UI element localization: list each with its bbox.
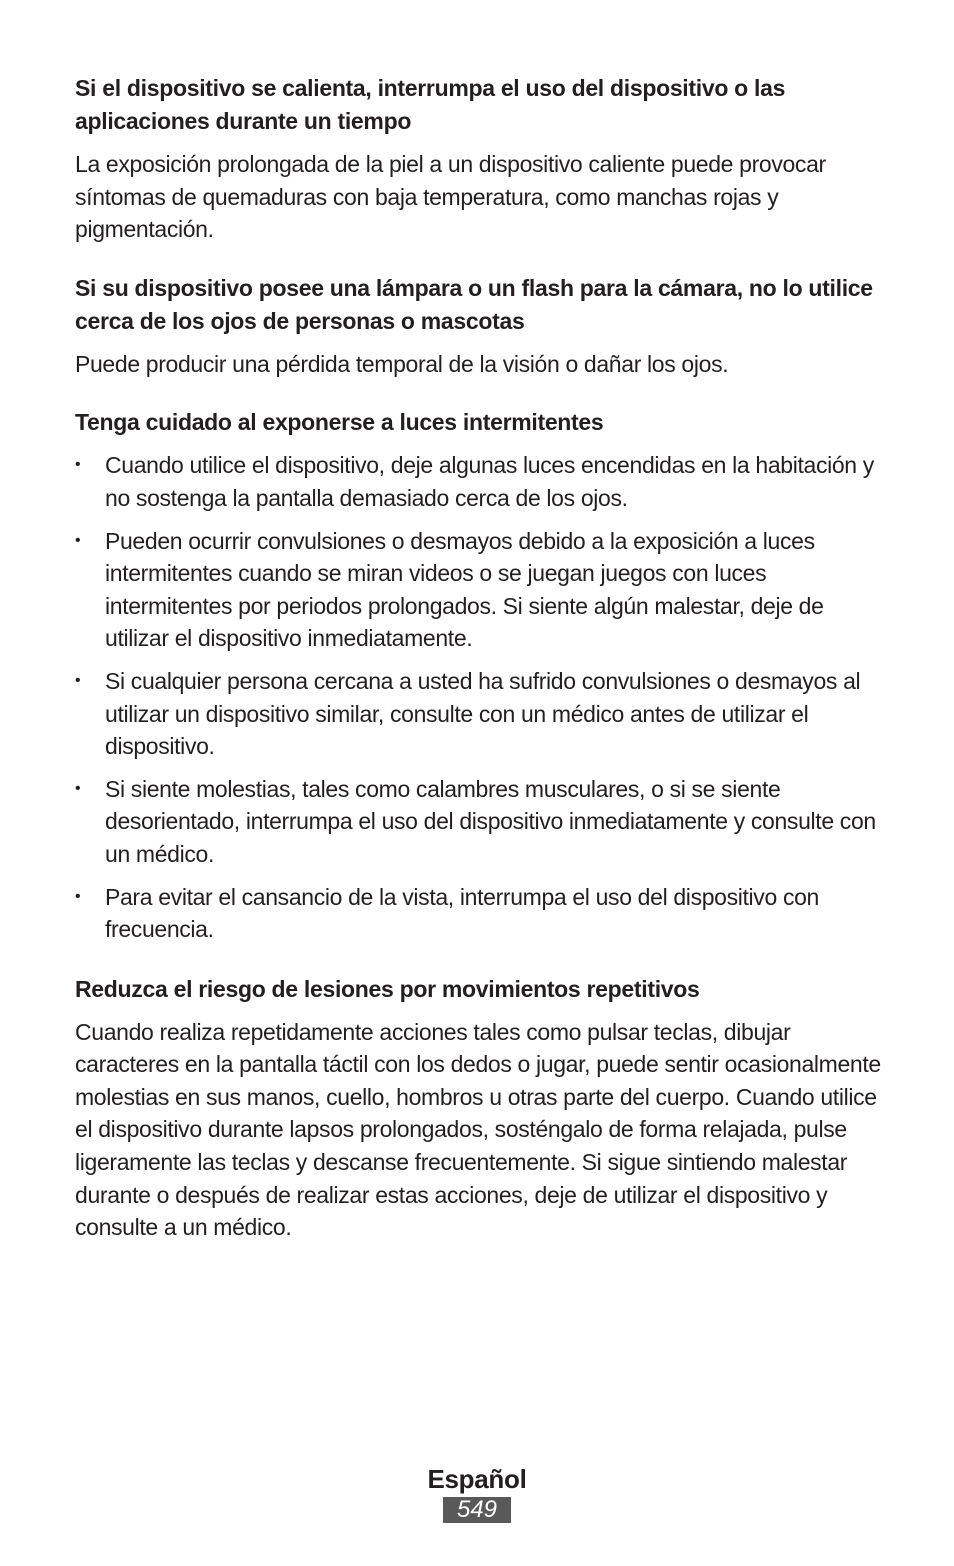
- section-flash-warning: [75, 272, 885, 381]
- section-repetitive-motion: [75, 973, 885, 1244]
- bullet-mark: •: [75, 671, 81, 689]
- page-number-badge: 549: [443, 1497, 511, 1523]
- bullet-mark: •: [75, 456, 81, 474]
- footer-language: Español: [427, 1464, 527, 1494]
- list-item: [75, 881, 885, 946]
- section-paragraph: Cuando realiza repetidamente acciones tales como pulsar teclas, dibujar caracteres en la pantalla táctil con los dedos o jugar, puede sentir ocasionalmente molestias en sus manos, cuello, hombros u otras parte del cuerpo. Cuando utilice el dispositivo durante lapsos prolongados, sosténgalo de forma relajada, pulse ligeramente las teclas y descanse frecuentemente. Si sigue sintiendo malestar durante o después de realizar estas acciones, deje de utilizar el dispositivo y consulte a un médico.: [75, 1018, 881, 1241]
- bullet-mark: •: [75, 531, 81, 549]
- bullet-mark: •: [75, 887, 81, 905]
- bullet-list: [75, 449, 885, 945]
- section-heading: Reduzca el riesgo de lesiones por movimientos repetitivos: [75, 975, 700, 1002]
- section-heading: Si su dispositivo posee una lámpara o un flash para la cámara, no lo utilice cerca de los ojos de personas o mascotas: [75, 274, 873, 334]
- section-heading: Si el dispositivo se calienta, interrumpa el uso del dispositivo o las aplicaciones durante un tiempo: [75, 75, 786, 134]
- section-flashing-lights: [75, 406, 885, 945]
- list-item-text: Si cualquier persona cercana a usted ha sufrido convulsiones o desmayos al utilizar un dispositivo similar, consulte con un médico antes de utilizar el dispositivo.: [105, 667, 861, 760]
- section-paragraph: La exposición prolongada de la piel a un dispositivo caliente puede provocar síntomas de quemaduras con baja temperatura, como manchas rojas y pigmentación.: [75, 151, 826, 243]
- section-paragraph: Puede producir una pérdida temporal de la visión o dañar los ojos.: [75, 350, 729, 377]
- page-footer: [0, 1461, 954, 1523]
- list-item: [75, 525, 885, 655]
- bullet-mark: •: [75, 779, 81, 797]
- section-heading: Tenga cuidado al exponerse a luces intermitentes: [75, 409, 604, 436]
- list-item-text: Si siente molestias, tales como calambres musculares, o si se siente desorientado, interrumpa el uso del dispositivo inmediatamente y consulte con un médico.: [105, 775, 876, 867]
- document-body: [75, 72, 885, 1244]
- list-item: [75, 773, 885, 871]
- list-item: [75, 449, 885, 514]
- list-item-text: Cuando utilice el dispositivo, deje algunas luces encendidas en la habitación y no sostenga la pantalla demasiado cerca de los ojos.: [105, 452, 874, 511]
- list-item: [75, 665, 885, 763]
- list-item-text: Para evitar el cansancio de la vista, interrumpa el uso del dispositivo con frecuencia.: [105, 883, 819, 943]
- list-item-text: Pueden ocurrir convulsiones o desmayos debido a la exposición a luces intermitentes cuando se miran videos o se juegan juegos con luces intermitentes por periodos prolongados. Si siente algún malestar, deje de utilizar el dispositivo inmediatamente.: [105, 527, 824, 652]
- section-device-heat: [75, 72, 885, 246]
